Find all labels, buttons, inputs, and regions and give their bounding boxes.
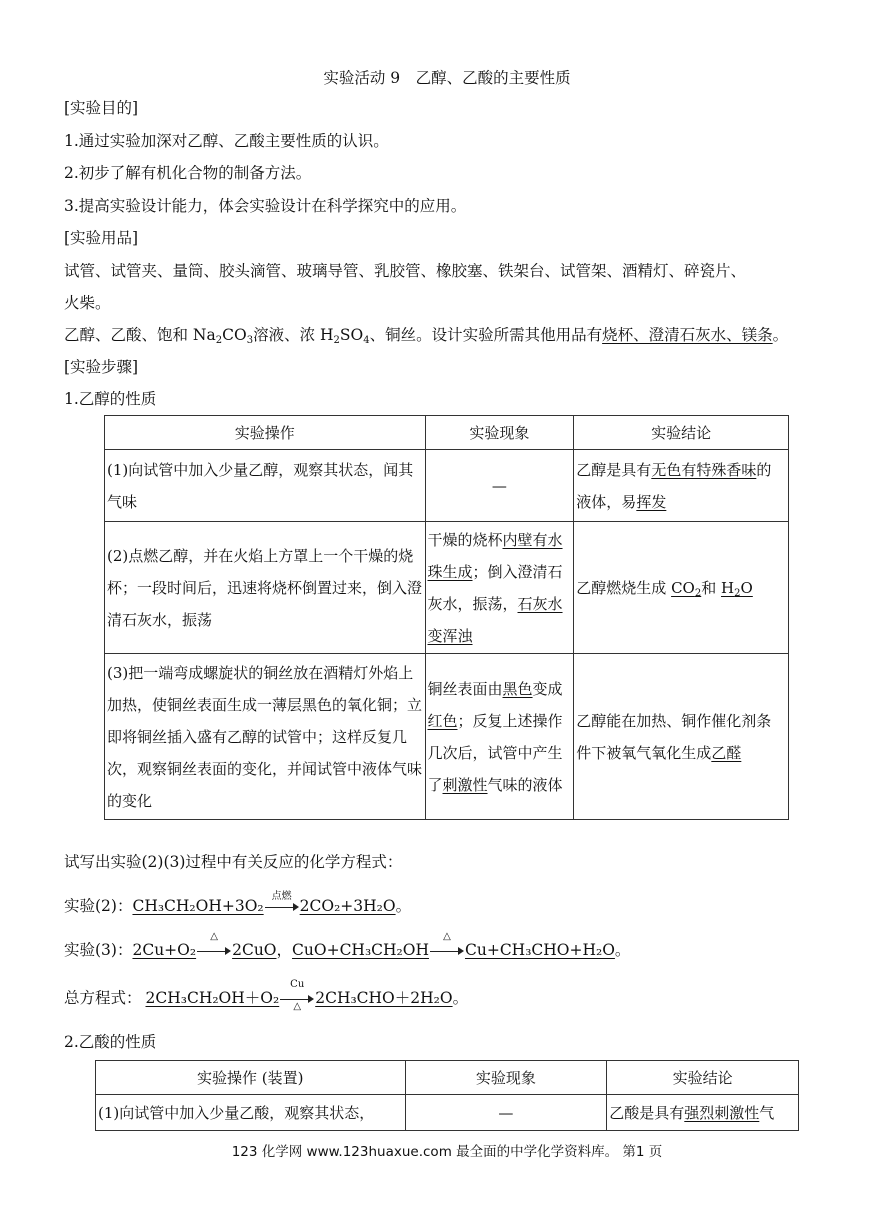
row3-operation: (3)把一端弯成螺旋状的铜丝放在酒精灯外焰上加热，使铜丝表面生成一薄层黑色的氧化铜；立即将铜丝插入盛有乙醇的试管中；这样反复几次，观察铜丝表面的变化，并闻试管中液体气味的变化 bbox=[105, 654, 426, 820]
table-header-row bbox=[96, 1061, 799, 1095]
table-row bbox=[96, 1095, 799, 1131]
table-row bbox=[105, 450, 789, 522]
equation-2: 实验(2)：CH₃CH₂OH+3O₂ 点燃 2CO₂+3H₂O。 bbox=[64, 891, 412, 915]
header-conclusion: 实验结论 bbox=[607, 1061, 799, 1095]
reaction-arrow-icon: Cu △ bbox=[280, 989, 314, 1003]
section-1-title: 1.乙醇的性质 bbox=[64, 390, 157, 408]
reagents-line: 乙醇、乙酸、饱和 $Na_2CO_3$溶液、浓 $H_2SO_4$、铜丝。设计实验所需其他用品有烧杯、澄清石灰水、镁条。 bbox=[64, 326, 789, 346]
table-row bbox=[105, 654, 789, 820]
row3-conclusion: 乙醇能在加热、铜作催化剂条件下被氧气氧化生成乙醛 bbox=[574, 654, 789, 820]
materials-line-1: 试管、试管夹、量筒、胶头滴管、玻璃导管、乳胶管、橡胶塞、铁架台、试管架、酒精灯、碎瓷片、 bbox=[64, 262, 747, 280]
materials-heading: [实验用品] bbox=[64, 229, 139, 247]
row2-phenomenon: 干燥的烧杯内壁有水珠生成；倒入澄清石灰水，振荡，石灰水变浑浊 bbox=[425, 522, 574, 654]
reaction-arrow-icon: △ bbox=[197, 941, 231, 955]
header-phenomenon: 实验现象 bbox=[405, 1061, 607, 1095]
row3-phenomenon: 铜丝表面由黑色变成红色；反复上述操作几次后，试管中产生了刺激性气味的液体 bbox=[425, 654, 574, 820]
header-conclusion: 实验结论 bbox=[574, 416, 789, 450]
equation-prompt: 试写出实验(2)(3)过程中有关反应的化学方程式： bbox=[64, 853, 403, 871]
reagents-answer: 烧杯、澄清石灰水、镁条 bbox=[602, 326, 773, 344]
row1-operation: (1)向试管中加入少量乙醇，观察其状态，闻其气味 bbox=[105, 450, 426, 522]
ethanol-table bbox=[104, 415, 789, 820]
reaction-arrow-icon: △ bbox=[430, 941, 464, 955]
equation-total: 总方程式： 2CH₃CH₂OH＋O₂ Cu △ 2CH₃CHO＋2H₂O。 bbox=[64, 979, 469, 1012]
acetic-acid-table bbox=[95, 1060, 799, 1131]
row1-conclusion: 乙醇是具有无色有特殊香味的液体，易挥发 bbox=[574, 450, 789, 522]
equation-3: 实验(3)：2Cu+O₂ △ 2CuO，CuO+CH₃CH₂OH △ Cu+CH₃CHO+H₂O。 bbox=[64, 931, 631, 959]
header-phenomenon: 实验现象 bbox=[425, 416, 574, 450]
reaction-arrow-icon: 点燃 bbox=[265, 897, 299, 911]
page-footer: 123 化学网 www.123huaxue.com 最全面的中学化学资料库。 第1 页 bbox=[231, 1144, 663, 1160]
materials-line-2: 火柴。 bbox=[64, 294, 111, 312]
table-row bbox=[105, 522, 789, 654]
steps-heading: [实验步骤] bbox=[64, 358, 139, 376]
objective-2: 2.初步了解有机化合物的制备方法。 bbox=[64, 164, 312, 182]
acid-row1-operation: (1)向试管中加入少量乙酸，观察其状态， bbox=[96, 1095, 406, 1131]
row1-phenomenon: — bbox=[425, 450, 574, 522]
header-operation: 实验操作 (装置) bbox=[96, 1061, 406, 1095]
page-title: 实验活动 9 乙醇、乙酸的主要性质 bbox=[323, 69, 571, 87]
objective-1: 1.通过实验加深对乙醇、乙酸主要性质的认识。 bbox=[64, 132, 389, 150]
section-2-title: 2.乙酸的性质 bbox=[64, 1033, 157, 1051]
acid-row1-conclusion: 乙酸是具有强烈刺激性气 bbox=[607, 1095, 799, 1131]
row2-operation: (2)点燃乙醇，并在火焰上方罩上一个干燥的烧杯；一段时间后，迅速将烧杯倒置过来，倒入澄清石灰水，振荡 bbox=[105, 522, 426, 654]
acid-row1-phenomenon: — bbox=[405, 1095, 607, 1131]
row2-conclusion: 乙醇燃烧生成 $CO_2$和 $H_2O$ bbox=[574, 522, 789, 654]
header-operation: 实验操作 bbox=[105, 416, 426, 450]
objective-heading: [实验目的] bbox=[64, 99, 139, 117]
table-header-row bbox=[105, 416, 789, 450]
objective-3: 3.提高实验设计能力，体会实验设计在科学探究中的应用。 bbox=[64, 197, 467, 215]
